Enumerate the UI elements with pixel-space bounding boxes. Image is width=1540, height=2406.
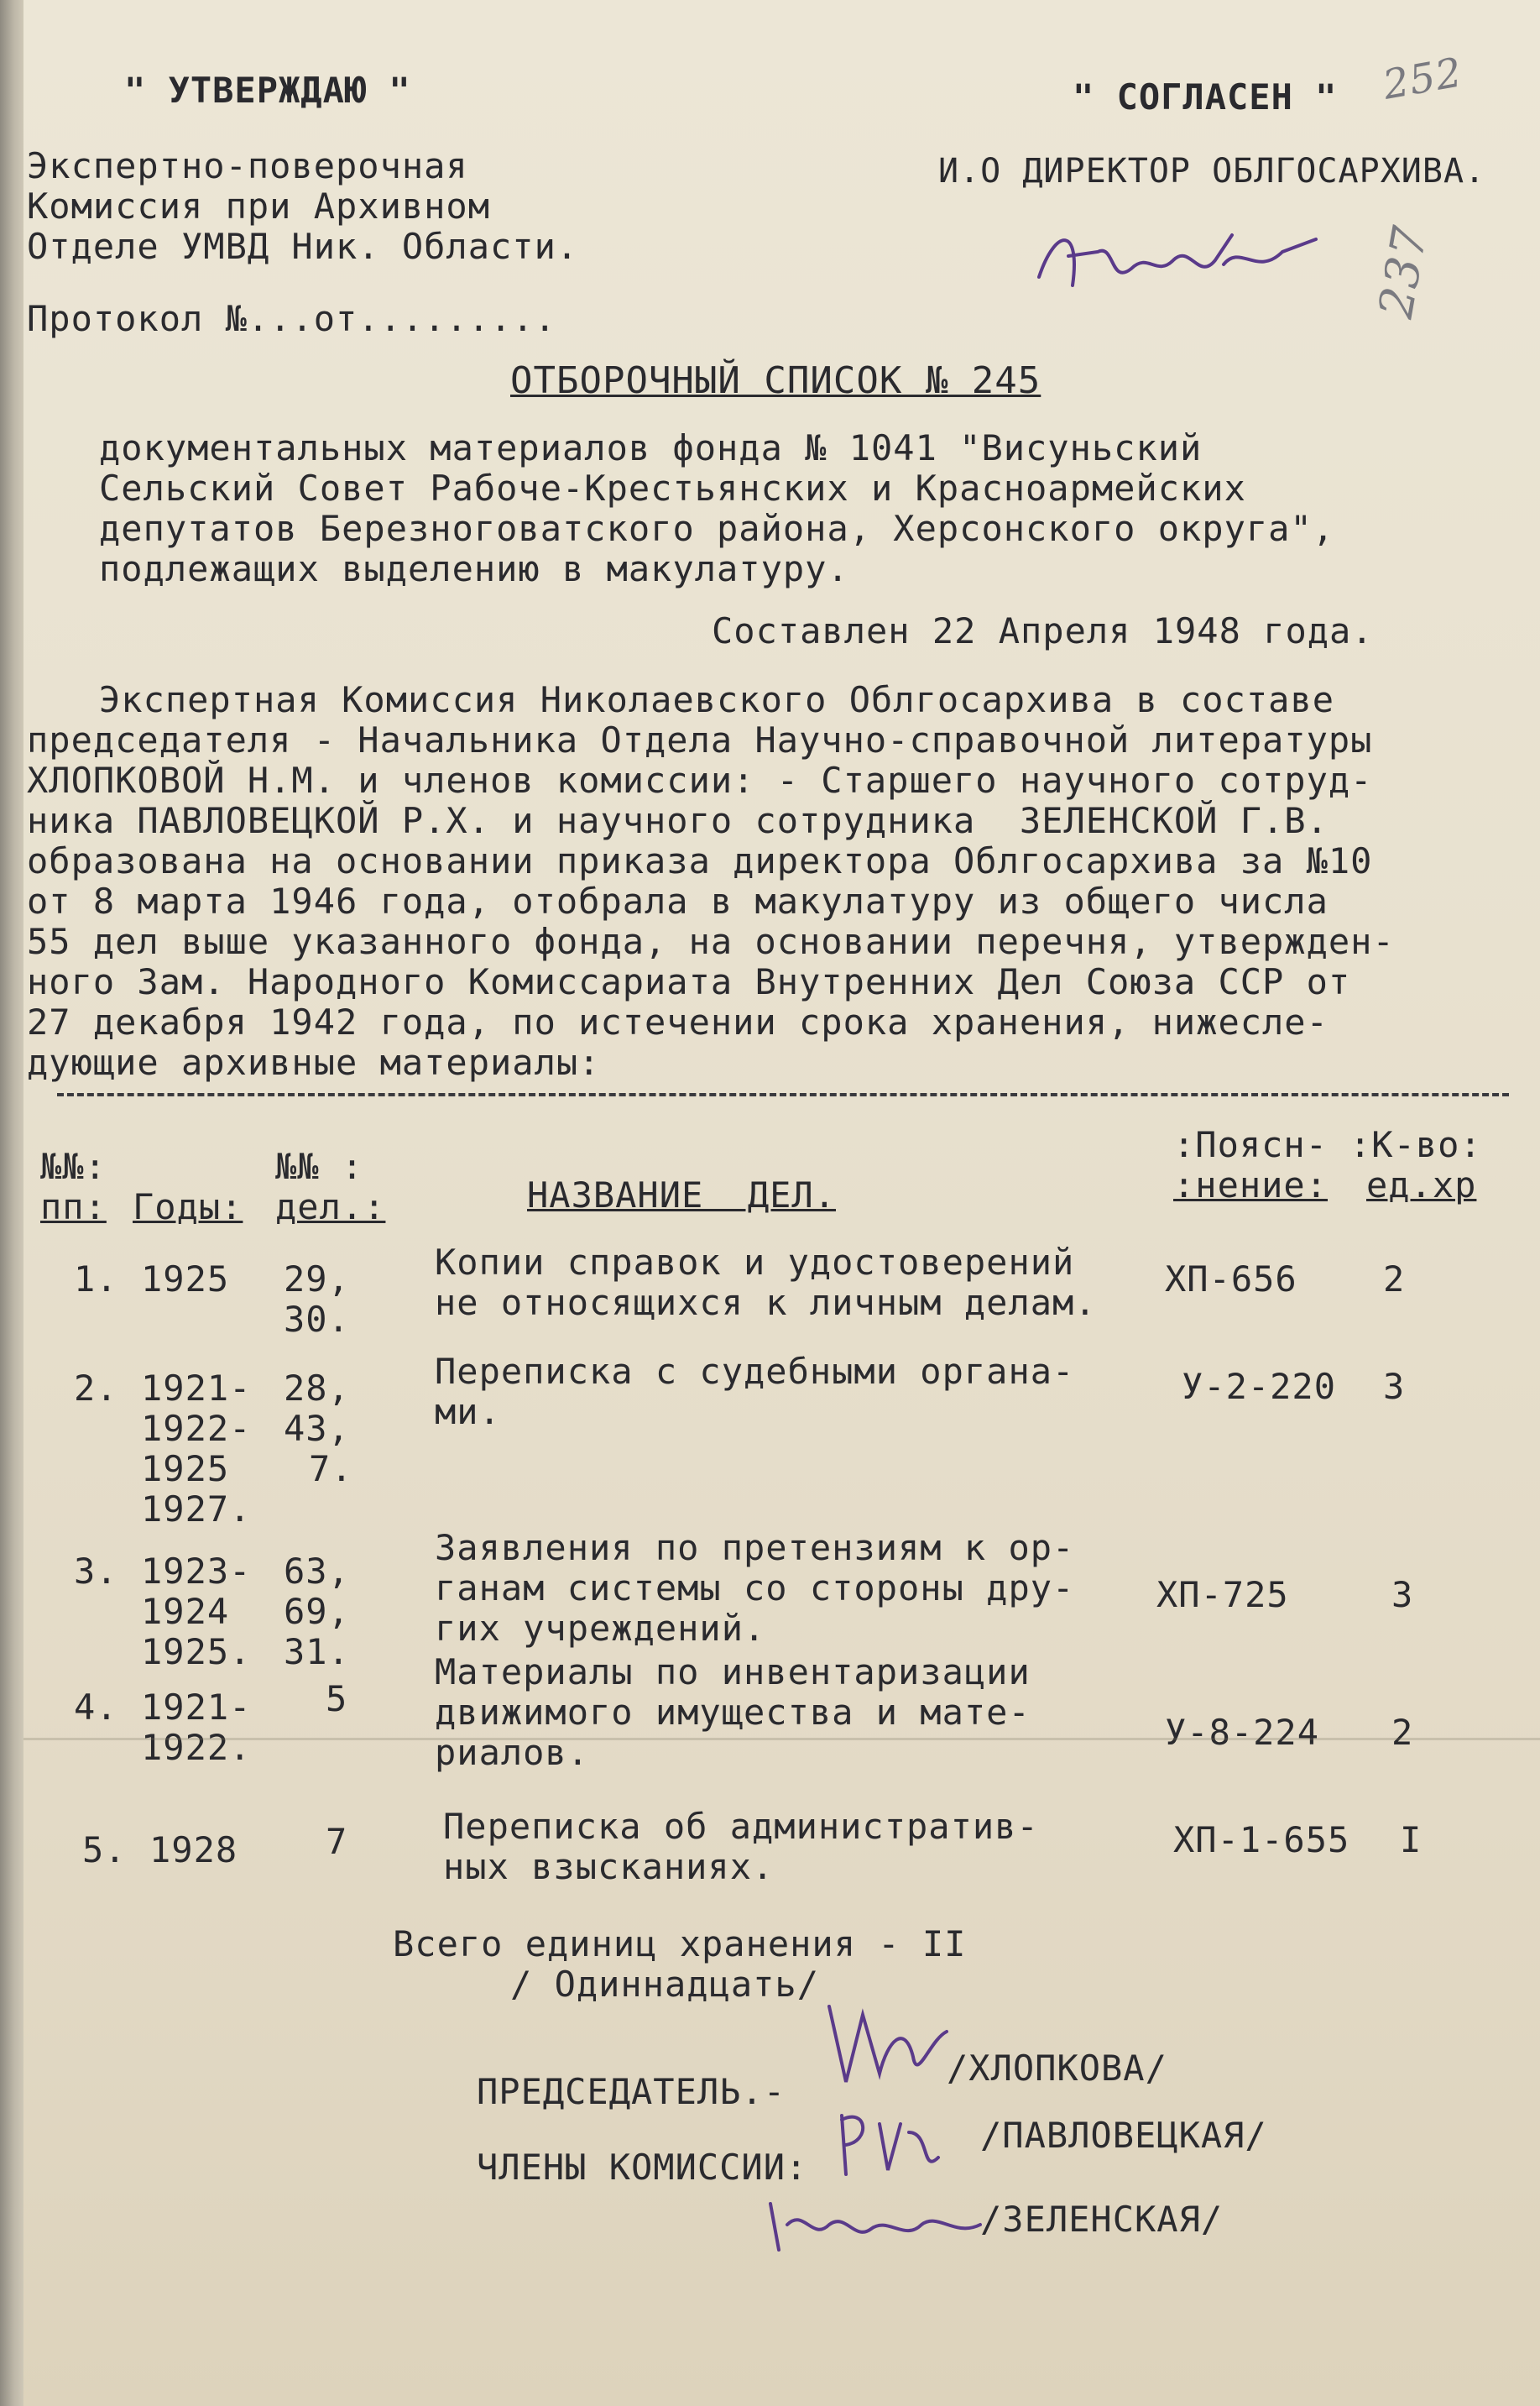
row5-explain: ХП-1-655 bbox=[1173, 1819, 1350, 1860]
row4-explain: У-8-224 bbox=[1165, 1712, 1320, 1753]
body-line-8: ного Зам. Народного Комиссариата Внутренних Дел Союза ССР от bbox=[27, 961, 1351, 1002]
member2-signature bbox=[762, 2191, 1014, 2258]
row2-year-2: 1922- bbox=[141, 1408, 252, 1449]
body-line-2: председателя - Начальника Отдела Научно-справочной литературы bbox=[27, 719, 1373, 761]
row4-case-1: 5 bbox=[326, 1678, 348, 1719]
row3-explain: ХП-725 bbox=[1156, 1574, 1289, 1615]
header-cases-top: №№ : bbox=[275, 1146, 364, 1187]
row4-year-1: 1921- bbox=[141, 1687, 252, 1728]
row2-name-2: ми. bbox=[435, 1391, 501, 1432]
subtitle-line-1: документальных материалов фонда № 1041 "Висуньский bbox=[99, 427, 1203, 468]
page-number: 237 bbox=[1368, 222, 1439, 322]
row5-name-1: Переписка об административ- bbox=[443, 1806, 1039, 1847]
row1-case-2: 30. bbox=[284, 1299, 350, 1340]
row3-case-3: 31. bbox=[284, 1631, 350, 1672]
row3-qty: 3 bbox=[1391, 1574, 1414, 1615]
agree-heading: " СОГЛАСЕН " bbox=[1073, 76, 1338, 118]
row4-num: 4. bbox=[74, 1687, 118, 1728]
row2-qty: 3 bbox=[1383, 1366, 1406, 1407]
subtitle-line-4: подлежащих выделению в макулатуру. bbox=[99, 548, 849, 589]
member1-signature bbox=[829, 2099, 947, 2191]
body-line-4: ника ПАВЛОВЕЦКОЙ Р.Х. и научного сотрудника ЗЕЛЕНСКОЙ Г.В. bbox=[27, 800, 1329, 841]
body-line-6: от 8 марта 1946 года, отобрала в макулатуру из общего числа bbox=[27, 881, 1329, 922]
row5-qty: I bbox=[1400, 1819, 1423, 1860]
row3-year-1: 1923- bbox=[141, 1551, 252, 1592]
row5-year-1: 1928 bbox=[149, 1829, 238, 1870]
row5-name-2: ных взысканиях. bbox=[443, 1846, 775, 1887]
body-line-5: образована на основании приказа директора Облгосархива за №10 bbox=[27, 840, 1373, 881]
row3-year-3: 1925. bbox=[141, 1631, 252, 1672]
row1-num: 1. bbox=[74, 1258, 118, 1300]
member2-name: /ЗЕЛЕНСКАЯ/ bbox=[980, 2199, 1224, 2240]
row2-case-3: 7. bbox=[309, 1448, 353, 1489]
row1-qty: 2 bbox=[1383, 1258, 1406, 1300]
row5-case-1: 7 bbox=[326, 1821, 348, 1862]
header-num-top: №№: bbox=[40, 1146, 107, 1187]
row2-year-4: 1927. bbox=[141, 1488, 252, 1530]
row4-name-3: риалов. bbox=[435, 1732, 590, 1773]
total-line: Всего единиц хранения - II bbox=[393, 1923, 967, 1964]
header-qty: ед.хр bbox=[1366, 1164, 1477, 1206]
row4-year-2: 1922. bbox=[141, 1727, 252, 1768]
row2-case-2: 43, bbox=[284, 1408, 350, 1449]
row1-explain: ХП-656 bbox=[1165, 1258, 1297, 1300]
row3-name-2: ганам системы со стороны дру- bbox=[435, 1567, 1075, 1608]
row4-qty: 2 bbox=[1391, 1712, 1414, 1753]
row1-name-1: Копии справок и удостоверений bbox=[435, 1242, 1075, 1283]
row3-year-2: 1924 bbox=[141, 1591, 230, 1632]
document-sheet bbox=[23, 0, 1540, 2406]
row3-case-2: 69, bbox=[284, 1591, 350, 1632]
row2-case-1: 28, bbox=[284, 1368, 350, 1409]
body-line-9: 27 декабря 1942 года, по истечении срока хранения, нижеслe- bbox=[27, 1002, 1329, 1043]
members-label: ЧЛЕНЫ КОМИССИИ: bbox=[477, 2147, 808, 2188]
row1-case-1: 29, bbox=[284, 1258, 350, 1300]
row2-explain: У-2-220 bbox=[1182, 1366, 1337, 1407]
composed-date: Составлен 22 Апреля 1948 года. bbox=[712, 610, 1374, 651]
chair-label: ПРЕДСЕДАТЕЛЬ.- bbox=[477, 2071, 786, 2112]
commission-line-3: Отделе УМВД Ник. Области. bbox=[27, 226, 579, 267]
header-qty-top: :К-во: bbox=[1349, 1124, 1482, 1165]
row1-year-1: 1925 bbox=[141, 1258, 230, 1300]
row4-name-2: движимого имущества и мате- bbox=[435, 1692, 1031, 1733]
pencil-corner-note: 252 bbox=[1379, 49, 1466, 109]
body-line-7: 55 дел выше указанного фонда, на основании перечня, утвержден- bbox=[27, 921, 1395, 962]
header-name: НАЗВАНИЕ ДЕЛ. bbox=[527, 1174, 837, 1216]
director-signature bbox=[1031, 210, 1333, 311]
row1-name-2: не относящихся к личным делам. bbox=[435, 1282, 1097, 1323]
row3-num: 3. bbox=[74, 1551, 118, 1592]
body-line-1: Экспертная Комиссия Николаевского Облгосархива в составе bbox=[99, 679, 1335, 720]
subtitle-line-2: Сельский Совет Рабоче-Крестьянских и Красноармейских bbox=[99, 468, 1246, 509]
row3-case-1: 63, bbox=[284, 1551, 350, 1592]
row2-year-3: 1925 bbox=[141, 1448, 230, 1489]
body-line-3: ХЛОПКОВОЙ Н.М. и членов комиссии: - Старшего научного сотруд- bbox=[27, 760, 1373, 801]
protocol-line: Протокол №...от......... bbox=[27, 298, 556, 339]
binding-edge bbox=[0, 0, 23, 2406]
row2-name-1: Переписка с судебными органа- bbox=[435, 1351, 1075, 1392]
row3-name-3: гих учреждений. bbox=[435, 1608, 766, 1649]
header-years: Годы: bbox=[133, 1186, 243, 1227]
row4-name-1: Материалы по инвентаризации bbox=[435, 1651, 1031, 1692]
header-explain: :нение: bbox=[1173, 1164, 1329, 1206]
row2-num: 2. bbox=[74, 1368, 118, 1409]
row3-name-1: Заявления по претензиям к ор- bbox=[435, 1527, 1075, 1568]
header-explain-top: :Поясн- bbox=[1173, 1124, 1329, 1165]
row5-num: 5. bbox=[82, 1829, 127, 1870]
chair-signature bbox=[812, 1990, 963, 2116]
header-cases: дел.: bbox=[275, 1186, 386, 1227]
member1-name: /ПАВЛОВЕЦКАЯ/ bbox=[980, 2115, 1267, 2156]
commission-line-1: Экспертно-поверочная bbox=[27, 145, 468, 186]
document-title: ОТБОРОЧНЫЙ СПИСОК № 245 bbox=[510, 359, 1041, 402]
subtitle-line-3: депутатов Березноговатского района, Херсонского округа", bbox=[99, 508, 1335, 549]
header-num: пп: bbox=[40, 1186, 107, 1227]
chair-name: /ХЛОПКОВА/ bbox=[947, 2048, 1167, 2089]
approve-heading: " УТВЕРЖДАЮ " bbox=[124, 70, 411, 111]
row2-year-1: 1921- bbox=[141, 1368, 252, 1409]
commission-line-2: Комиссия при Архивном bbox=[27, 186, 491, 227]
body-line-10: дующие архивные материалы: bbox=[27, 1042, 601, 1083]
director-title: И.О ДИРЕКТОР ОБЛГОСАРХИВА. bbox=[938, 152, 1486, 191]
paper-fold bbox=[23, 1738, 1540, 1740]
table-top-divider bbox=[57, 1093, 1509, 1096]
total-words: / Одиннадцать/ bbox=[510, 1964, 820, 2005]
